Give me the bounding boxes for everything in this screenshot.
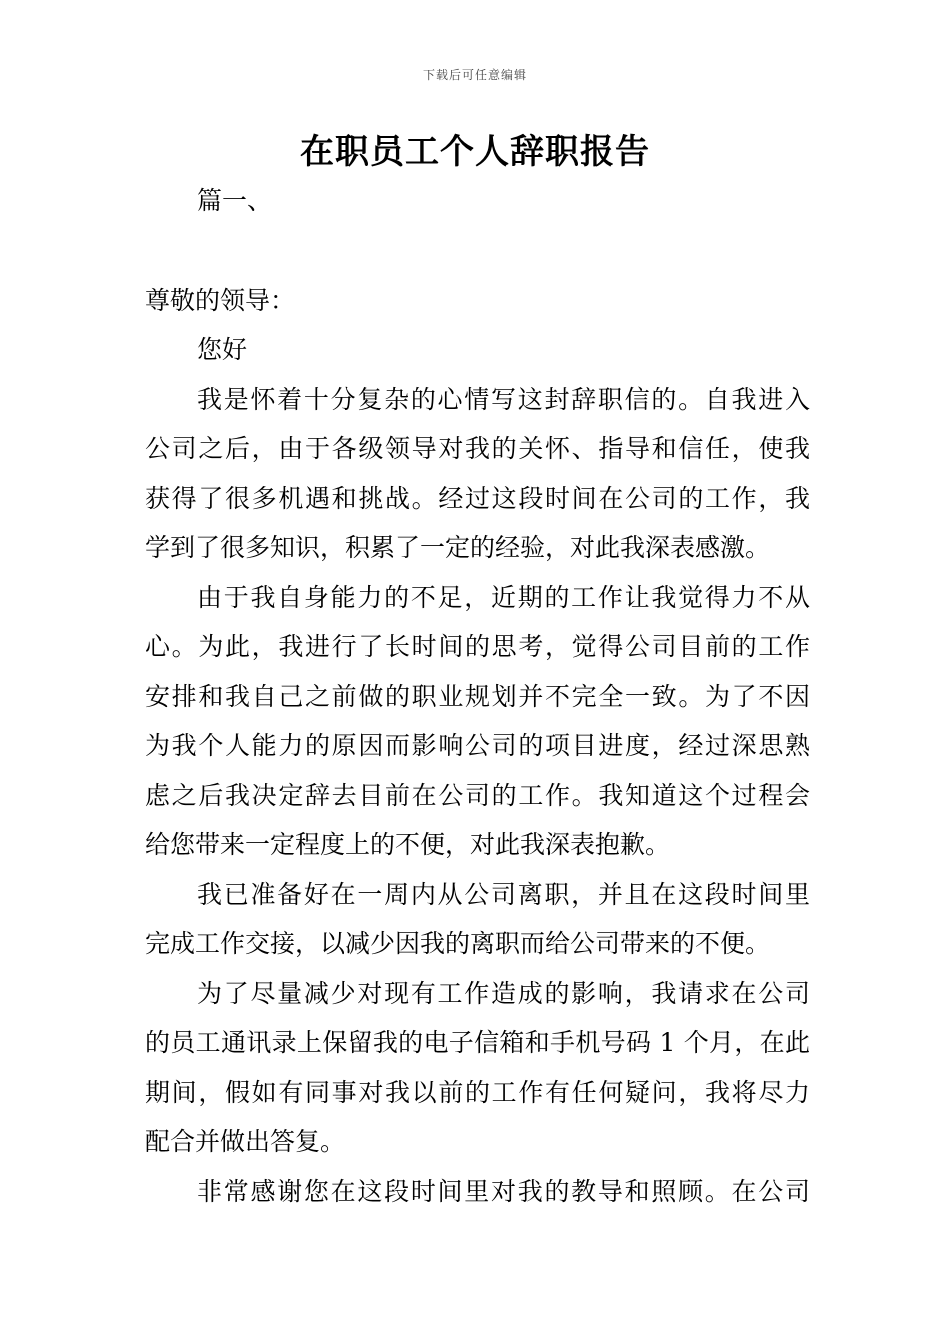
paragraph-2-line-3: 安排和我自己之前做的职业规划并不完全一致。为了不因: [145, 682, 810, 711]
paragraph-5-line-1: 非常感谢您在这段时间里对我的教导和照顾。在公司: [197, 1177, 810, 1206]
section-label: 篇一、: [197, 186, 273, 215]
paragraph-1-line-1: 我是怀着十分复杂的心情写这封辞职信的。自我进入: [197, 385, 810, 414]
paragraph-4-line-4: 配合并做出答复。: [145, 1127, 346, 1156]
paragraph-3-line-1: 我已准备好在一周内从公司离职，并且在这段时间里: [197, 880, 810, 909]
salutation: 尊敬的领导：: [145, 286, 296, 315]
paragraph-4-line-1: 为了尽量减少对现有工作造成的影响，我请求在公司: [197, 979, 810, 1008]
paragraph-4-line-2: 的员工通讯录上保留我的电子信箱和手机号码 1 个月，在此: [145, 1028, 810, 1057]
document-title: 在职员工个人辞职报告: [300, 132, 650, 172]
paragraph-2-line-6: 给您带来一定程度上的不便，对此我深表抱歉。: [145, 830, 671, 859]
paragraph-2-line-2: 心。为此，我进行了长时间的思考，觉得公司目前的工作: [145, 632, 810, 661]
paragraph-1-line-2: 公司之后，由于各级领导对我的关怀、指导和信任，使我: [145, 434, 810, 463]
paragraph-2-line-5: 虑之后我决定辞去目前在公司的工作。我知道这个过程会: [145, 781, 810, 810]
greeting: 您好: [197, 335, 248, 364]
paragraph-2-line-1: 由于我自身能力的不足，近期的工作让我觉得力不从: [197, 583, 810, 612]
paragraph-2-line-4: 为我个人能力的原因而影响公司的项目进度，经过深思熟: [145, 731, 810, 760]
header-note: 下载后可任意编辑: [422, 68, 527, 82]
paragraph-4-line-3: 期间，假如有同事对我以前的工作有任何疑问，我将尽力: [145, 1078, 810, 1107]
paragraph-1-line-3: 获得了很多机遇和挑战。经过这段时间在公司的工作，我: [145, 484, 810, 513]
paragraph-3-line-2: 完成工作交接，以减少因我的离职而给公司带来的不便。: [145, 929, 771, 958]
paragraph-1-line-4: 学到了很多知识，积累了一定的经验，对此我深表感激。: [145, 533, 771, 562]
